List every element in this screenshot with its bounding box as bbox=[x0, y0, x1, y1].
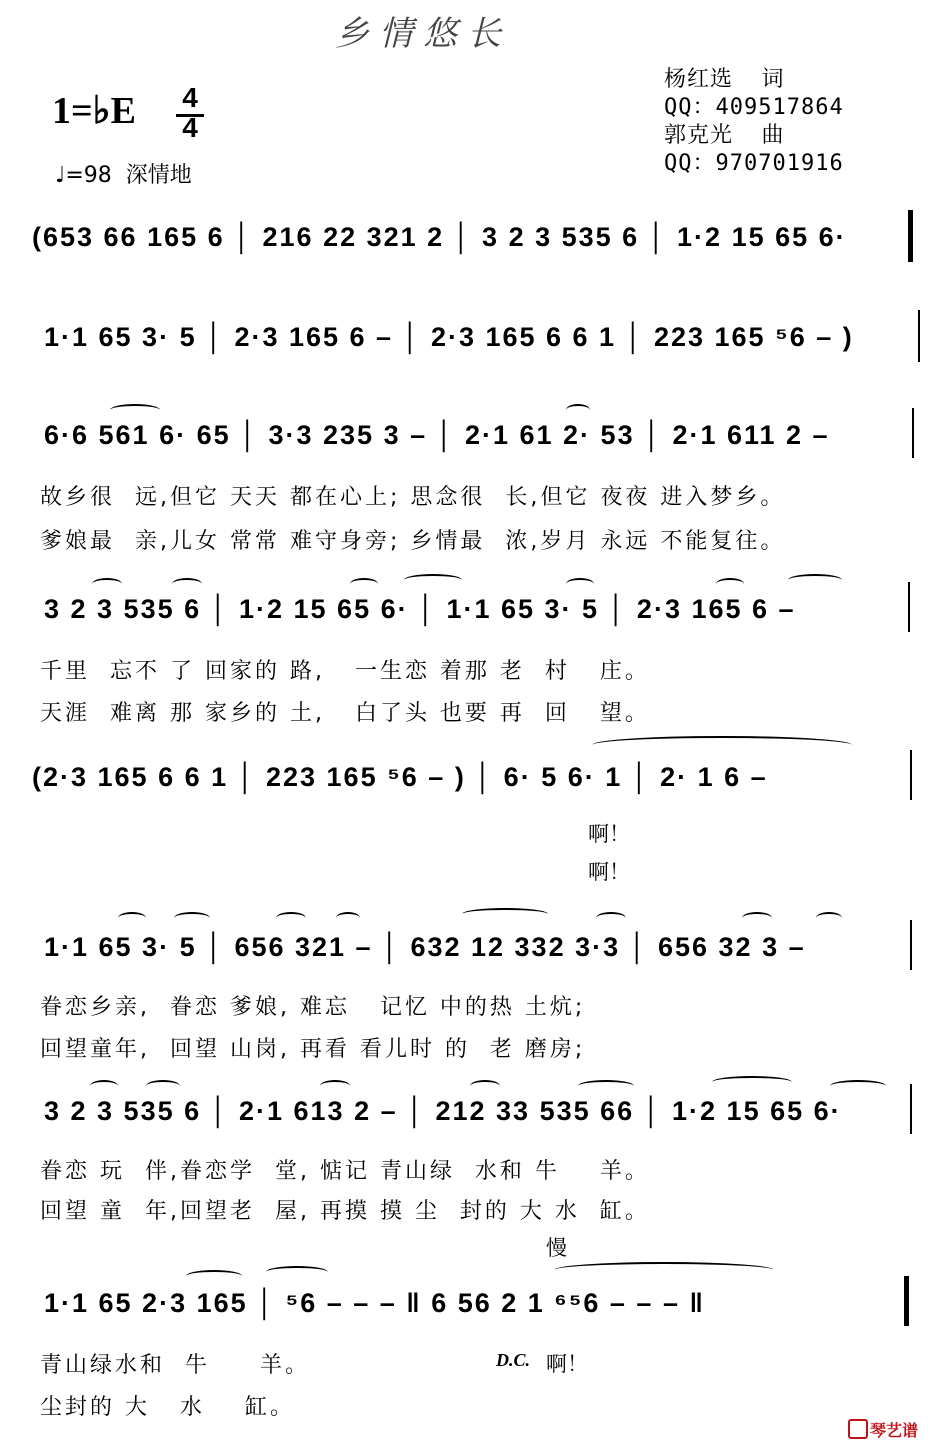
tie-arc bbox=[596, 912, 626, 924]
tie-arc bbox=[404, 574, 462, 586]
system-3-notes: 6·6 561 6· 65 │ 3·3 235 3 – │ 2·1 61 2· 53 │ 2·1 611 2 – bbox=[44, 420, 830, 450]
system-7-lyrics-verse-2: 回望 童 年,回望老 屋, 再摸 摸 尘 封的 大 水 缸。 bbox=[40, 1199, 650, 1224]
tie-arc bbox=[110, 404, 160, 416]
tie-arc bbox=[174, 912, 210, 924]
system-8-lyrics-verse-2: 尘封的 大 水 缸。 bbox=[40, 1395, 295, 1420]
system-5-notes: (2·3 165 6 6 1 │ 223 165 ⁵6 – ) │ 6· 5 6· 1 │ 2· 1 6 – bbox=[32, 762, 768, 792]
lyricist-credit: 杨红选 词 bbox=[664, 67, 785, 92]
watermark-logo bbox=[848, 1418, 918, 1441]
system-7-end-bar bbox=[910, 1084, 912, 1134]
tie-arc bbox=[470, 1080, 500, 1092]
system-1-notes: (653 66 165 6 │ 216 22 321 2 │ 3 2 3 535 6 │ 1·2 15 65 6· bbox=[32, 222, 847, 252]
tempo-marking: ♩=98 深情地 bbox=[55, 163, 192, 188]
phrase-slur bbox=[554, 1262, 774, 1278]
slow-tempo-mark: 慢 bbox=[546, 1236, 567, 1260]
tie-arc bbox=[320, 1080, 350, 1092]
composer-credit: 郭克光 曲 bbox=[664, 123, 785, 148]
system-3-lyrics-verse-1: 故乡很 远,但它 天天 都在心上; 思念很 长,但它 夜夜 进入梦乡。 bbox=[40, 485, 786, 510]
system-8-notes: 1·1 65 2·3 165 │ ⁵6 – – – ‖ 6 56 2 1 ⁶⁵6 – – – ‖ bbox=[44, 1288, 705, 1318]
system-2-notes: 1·1 65 3· 5 │ 2·3 165 6 – │ 2·3 165 6 6 1 │ 223 165 ⁵6 – ) bbox=[44, 322, 854, 352]
system-8-lyrics-verse-1: 青山绿水和 牛 羊。 bbox=[40, 1353, 310, 1378]
logo-icon bbox=[848, 1419, 868, 1439]
tie-arc bbox=[816, 912, 842, 924]
system-7-lyrics-verse-1: 眷恋 玩 伴,眷恋学 堂, 惦记 青山绿 水和 牛 羊。 bbox=[40, 1159, 650, 1184]
tie-arc bbox=[462, 908, 548, 920]
key-signature: 1=♭E bbox=[52, 90, 136, 132]
lyricist-qq: QQ：409517864 bbox=[664, 95, 844, 120]
system-4-notes: 3 2 3 535 6 │ 1·2 15 65 6· │ 1·1 65 3· 5 │ 2·3 165 6 – bbox=[44, 594, 796, 624]
tie-arc bbox=[146, 1080, 180, 1092]
tie-arc bbox=[172, 578, 202, 590]
system-5-end-bar bbox=[910, 750, 912, 800]
system-2-end-bar bbox=[918, 310, 920, 362]
system-7-notes: 3 2 3 535 6 │ 2·1 613 2 – │ 212 33 535 66 │ 1·2 15 65 6· bbox=[44, 1096, 842, 1126]
tie-arc bbox=[712, 1076, 792, 1088]
tie-arc bbox=[830, 1080, 886, 1092]
tie-arc bbox=[716, 578, 744, 590]
system-1-end-bar bbox=[908, 210, 913, 262]
tie-arc bbox=[742, 912, 772, 924]
system-3-end-bar bbox=[912, 408, 914, 458]
tie-arc bbox=[578, 1080, 634, 1092]
da-capo-lyric: 啊！ bbox=[546, 1352, 588, 1376]
system-4-lyrics-verse-2: 天涯 难离 那 家乡的 土, 白了头 也要 再 回 望。 bbox=[40, 701, 650, 726]
system-5-lyrics-verse-2: 啊！ bbox=[588, 860, 630, 884]
tie-arc bbox=[186, 1270, 242, 1282]
system-6-notes: 1·1 65 3· 5 │ 656 321 – │ 632 12 332 3·3 │ 656 32 3 – bbox=[44, 932, 806, 962]
system-6-lyrics-verse-2: 回望童年, 回望 山岗, 再看 看儿时 的 老 磨房; bbox=[40, 1037, 586, 1062]
tie-arc bbox=[92, 578, 122, 590]
tie-arc bbox=[336, 912, 360, 924]
da-capo-mark: D.C. bbox=[496, 1350, 531, 1370]
tie-arc bbox=[566, 578, 594, 590]
system-6-lyrics-verse-1: 眷恋乡亲, 眷恋 爹娘, 难忘 记忆 中的热 土炕; bbox=[40, 995, 586, 1020]
composer-qq: QQ：970701916 bbox=[664, 151, 844, 176]
tie-arc bbox=[118, 912, 146, 924]
time-signature-bottom: 4 bbox=[182, 112, 198, 143]
tie-arc bbox=[276, 912, 306, 924]
phrase-slur bbox=[592, 736, 852, 754]
tie-arc bbox=[788, 574, 842, 586]
system-4-end-bar bbox=[908, 582, 910, 632]
time-signature-top: 4 bbox=[182, 82, 198, 113]
system-5-lyrics-verse-1: 啊！ bbox=[588, 822, 630, 846]
tie-arc bbox=[566, 404, 590, 416]
tie-arc bbox=[90, 1080, 118, 1092]
system-6-end-bar bbox=[910, 920, 912, 970]
score-title: 乡情悠长 bbox=[335, 14, 511, 54]
tie-arc bbox=[350, 578, 378, 590]
tie-arc bbox=[266, 1266, 328, 1278]
watermark-text: 琴艺谱 bbox=[870, 1421, 919, 1440]
system-4-lyrics-verse-1: 千里 忘不 了 回家的 路, 一生恋 着那 老 村 庄。 bbox=[40, 659, 650, 684]
system-3-lyrics-verse-2: 爹娘最 亲,儿女 常常 难守身旁; 乡情最 浓,岁月 永远 不能复往。 bbox=[40, 529, 786, 554]
final-bar bbox=[904, 1276, 909, 1326]
